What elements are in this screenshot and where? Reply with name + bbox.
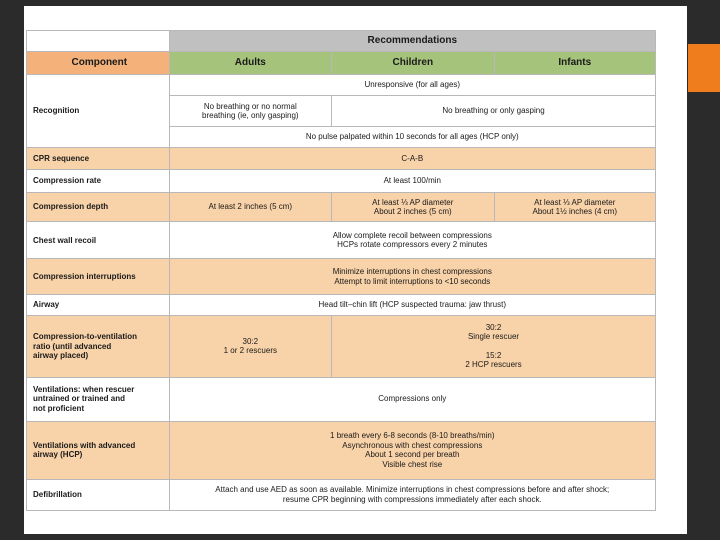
ratio-children-infants: 30:2 Single rescuer 15:2 2 HCP rescuers: [332, 315, 656, 377]
compression-depth-infants: At least ⅓ AP diameter About 1½ inches (4 cm): [494, 193, 655, 222]
ratio-label: Compression-to-ventilation ratio (until advanced airway placed): [27, 315, 170, 377]
cpr-sequence-label: CPR sequence: [27, 148, 170, 170]
infants-header: Infants: [494, 51, 655, 74]
compression-depth-children: At least ⅓ AP diameter About 2 inches (5 cm): [332, 193, 494, 222]
recognition-children-infants: No breathing or only gasping: [332, 96, 656, 126]
component-header: Component: [27, 51, 170, 74]
chest-wall-recoil-value: Allow complete recoil between compressions HCPs rotate compressors every 2 minutes: [169, 222, 655, 259]
airway-label: Airway: [27, 294, 170, 315]
ventilations-advanced-label: Ventilations with advanced airway (HCP): [27, 421, 170, 479]
ventilations-advanced-value: 1 breath every 6-8 seconds (8-10 breaths/min) Asynchronous with chest compressions About 1 second per breath Visible chest rise: [169, 421, 655, 479]
recognition-unresponsive: Unresponsive (for all ages): [169, 74, 655, 96]
cpr-recommendations-table: [26, 30, 656, 511]
compression-rate-value: At least 100/min: [169, 170, 655, 193]
adults-header: Adults: [169, 51, 331, 74]
airway-value: Head tilt–chin lift (HCP suspected trauma: jaw thrust): [169, 294, 655, 315]
ventilations-untrained-value: Compressions only: [169, 377, 655, 421]
defibrillation-label: Defibrillation: [27, 479, 170, 510]
compression-rate-label: Compression rate: [27, 170, 170, 193]
recognition-label: Recognition: [27, 74, 170, 148]
cpr-sequence-value: C-A-B: [169, 148, 655, 170]
recognition-adults: No breathing or no normal breathing (ie, only gasping): [169, 96, 331, 126]
compression-interruptions-label: Compression interruptions: [27, 259, 170, 294]
compression-depth-adults: At least 2 inches (5 cm): [169, 193, 331, 222]
chest-wall-recoil-label: Chest wall recoil: [27, 222, 170, 259]
compression-interruptions-value: Minimize interruptions in chest compressions Attempt to limit interruptions to <10 seconds: [169, 259, 655, 294]
slide-accent-bar: [688, 44, 720, 92]
children-header: Children: [332, 51, 494, 74]
compression-depth-label: Compression depth: [27, 193, 170, 222]
table-corner-cell: [27, 31, 170, 52]
ventilations-untrained-label: Ventilations: when rescuer untrained or trained and not proficient: [27, 377, 170, 421]
defibrillation-value: Attach and use AED as soon as available. Minimize interruptions in chest compressions before and after shock; resume CPR beginning with compressions immediately after each shock.: [169, 479, 655, 510]
recommendations-title: Recommendations: [169, 31, 655, 52]
recognition-pulse: No pulse palpated within 10 seconds for all ages (HCP only): [169, 126, 655, 148]
ratio-adults: 30:2 1 or 2 rescuers: [169, 315, 331, 377]
